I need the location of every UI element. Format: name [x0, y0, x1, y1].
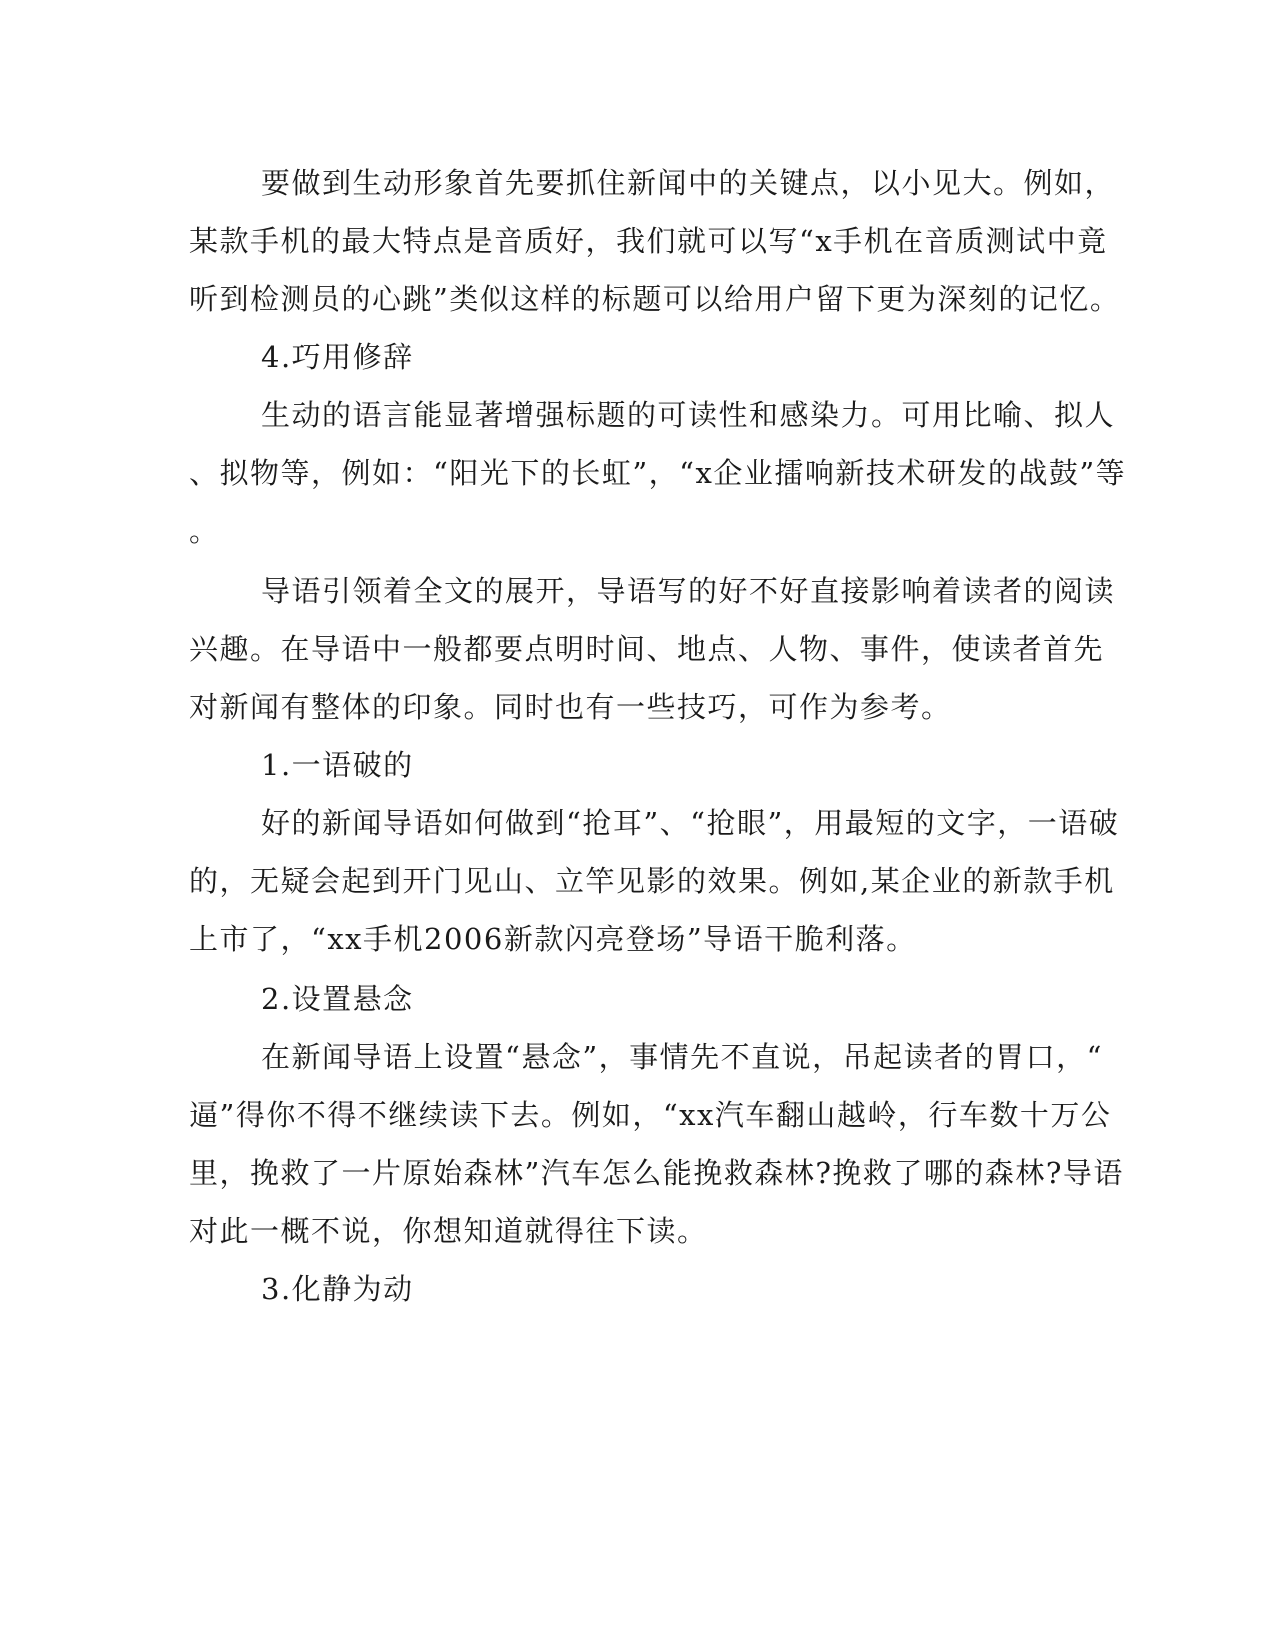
- paragraph-line: 里，挽救了一片原始森林”汽车怎么能挽救森林?挽救了哪的森林?导语: [189, 1156, 1124, 1190]
- paragraph-line: 导语引领着全文的展开，导语写的好不好直接影响着读者的阅读: [261, 574, 1116, 608]
- paragraph-line: 听到检测员的心跳”类似这样的标题可以给用户留下更为深刻的记忆。: [189, 282, 1121, 316]
- paragraph-line: 。: [189, 514, 220, 548]
- section-heading: 2.设置悬念: [261, 982, 414, 1016]
- paragraph-line: 对新闻有整体的印象。同时也有一些技巧，可作为参考。: [189, 690, 952, 724]
- section-heading: 4.巧用修辞: [261, 340, 414, 374]
- paragraph-line: 兴趣。在导语中一般都要点明时间、地点、人物、事件，使读者首先: [189, 632, 1105, 666]
- paragraph-line: 对此一概不说，你想知道就得往下读。: [189, 1214, 708, 1248]
- section-heading: 1.一语破的: [261, 748, 414, 782]
- paragraph-line: 逼”得你不得不继续读下去。例如，“xx汽车翻山越岭，行车数十万公: [189, 1098, 1112, 1132]
- paragraph-line: 好的新闻导语如何做到“抢耳”、“抢眼”，用最短的文字，一语破: [261, 806, 1120, 840]
- paragraph-line: 、拟物等，例如：“阳光下的长虹”，“x企业擂响新技术研发的战鼓”等: [189, 456, 1127, 490]
- paragraph-line: 在新闻导语上设置“悬念”，事情先不直说，吊起读者的胃口，“: [261, 1040, 1103, 1074]
- paragraph-line: 的，无疑会起到开门见山、立竿见影的效果。例如,某企业的新款手机: [189, 864, 1115, 898]
- paragraph-line: 上市了，“xx手机2006新款闪亮登场”导语干脆利落。: [189, 922, 917, 956]
- section-heading: 3.化静为动: [261, 1272, 414, 1306]
- paragraph-line: 某款手机的最大特点是音质好，我们就可以写“x手机在音质测试中竟: [189, 224, 1108, 258]
- paragraph-line: 要做到生动形象首先要抓住新闻中的关键点，以小见大。例如，: [261, 166, 1116, 200]
- paragraph-line: 生动的语言能显著增强标题的可读性和感染力。可用比喻、拟人: [261, 398, 1116, 432]
